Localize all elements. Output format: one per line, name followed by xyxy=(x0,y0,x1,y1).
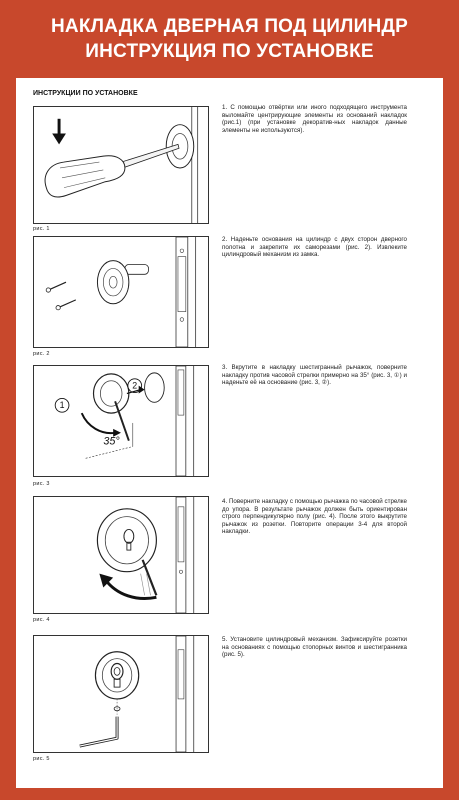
angle-label: 35° xyxy=(103,435,120,448)
caption-fig-4: рис. 4 xyxy=(33,617,50,623)
caption-fig-5: рис. 5 xyxy=(33,756,50,762)
figure-4 xyxy=(33,496,209,614)
step-5-text: 5. Установите цилиндровый механизм. Зафиксируйте розетки на основаниях с помощью стопорных винтов и шестигранника (рис. 5). xyxy=(222,636,407,659)
title-line-2: ИНСТРУКЦИЯ ПО УСТАНОВКЕ xyxy=(85,41,374,62)
figure-2 xyxy=(33,236,209,348)
figure-1 xyxy=(33,106,209,224)
figure-3 xyxy=(33,365,209,477)
screwdriver-illustration xyxy=(34,107,208,223)
step-2-text: 2. Наденьте основания на цилиндр с двух сторон дверного полотна и закрепите их саморезами (рис. 2). Извлеките цилиндровый механизм из замка. xyxy=(222,236,407,259)
caption-fig-1: рис. 1 xyxy=(33,226,50,232)
caption-fig-3: рис. 3 xyxy=(33,481,50,487)
step-3-text: 3. Вкрутите в накладку шестигранный рычажок, поверните накладку против часовой стрелки примерно на 35° (рис. 3, ①) и наденьте её на основание (рис. 3, ②). xyxy=(222,364,407,387)
section-title: ИНСТРУКЦИИ ПО УСТАНОВКЕ xyxy=(33,90,138,97)
instruction-sheet xyxy=(16,78,443,788)
header-banner xyxy=(0,0,459,88)
step-4-text: 4. Поверните накладку с помощью рычажка по часовой стрелке до упора. В результате рычажок должен быть ориентирован строго перпендикулярно полу (рис. 4). После этого выкрутите рычажок из розетки. Повторите операции 3-4 для второй накладки. xyxy=(222,498,407,536)
base-mounting-illustration xyxy=(34,237,208,347)
hex-key-fixing-illustration xyxy=(34,636,208,752)
caption-fig-2: рис. 2 xyxy=(33,351,50,357)
lever-rotation-illustration xyxy=(34,497,208,613)
step-1-text: 1. С помощью отвёртки или иного подходящего инструмента выломайте центрирующие элементы из оснований накладок (рис.1) (при установке декоратив-ных накладок данные элементы не используются). xyxy=(222,104,407,134)
step-marker-2-label: 2 xyxy=(132,380,138,391)
rosette-rotation-illustration xyxy=(34,366,208,476)
title-line-1: НАКЛАДКА ДВЕРНАЯ ПОД ЦИЛИНДР xyxy=(51,16,408,37)
figure-5 xyxy=(33,635,209,753)
step-marker-1-label: 1 xyxy=(59,400,65,411)
